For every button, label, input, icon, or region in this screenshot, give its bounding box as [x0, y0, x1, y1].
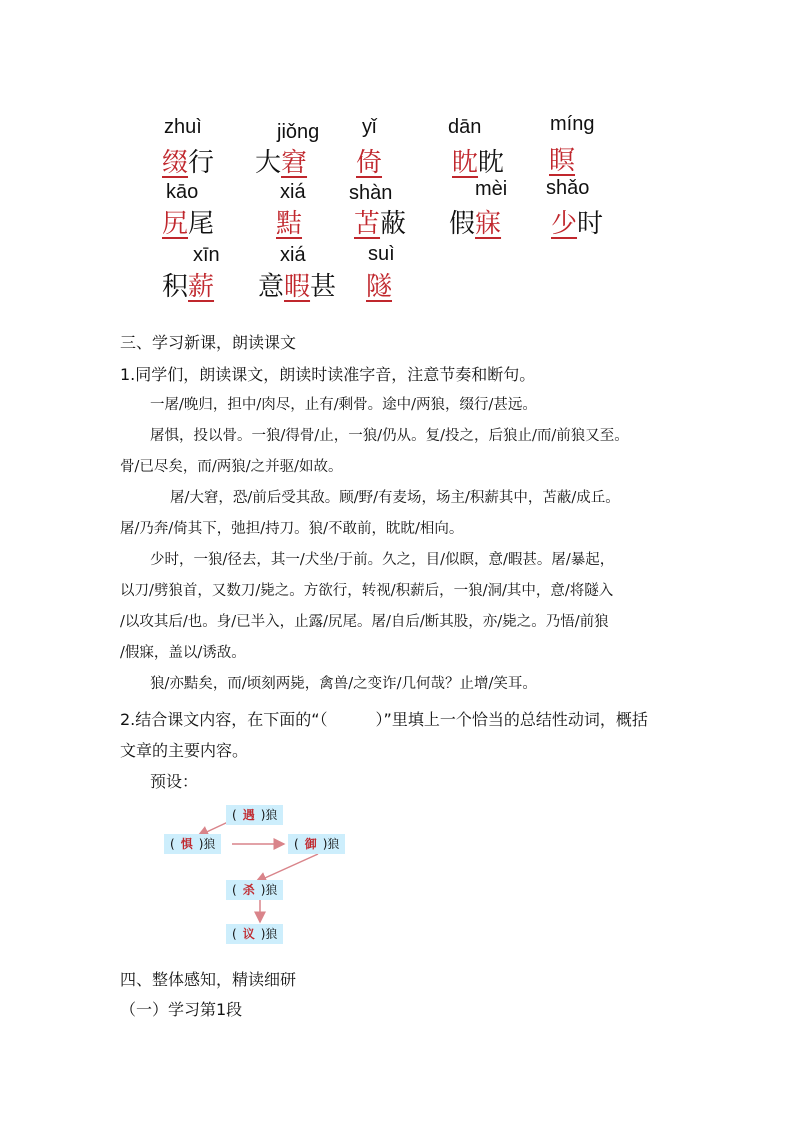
text-line: 一屠/晚归，担中/肉尽，止有/剩骨。途中/两狼，缀行/甚远。	[150, 397, 537, 413]
subsection-1-title: （一）学习第1段	[120, 1000, 243, 1019]
text-line: 以刀/劈狼首，又数刀/毙之。方欲行，转视/积薪后，一狼/洞/其中，意/将隧入	[120, 583, 614, 599]
arrow-resist-to-kill	[256, 854, 318, 882]
pinyin-4: dān	[448, 116, 482, 138]
word-13: 隧	[366, 272, 393, 302]
preset-label: 预设：	[150, 772, 199, 791]
text-line: 狼/亦黠矣，而/顷刻两毙，禽兽/之变诈/几何哉？止增/笑耳。	[150, 676, 537, 692]
section-3-title: 三、学习新课，朗读课文	[120, 333, 297, 352]
pinyin-13: suì	[368, 243, 395, 265]
node-resist: ( 御 )狼	[288, 834, 345, 854]
word-1: 缀行	[162, 148, 215, 178]
pinyin-6: kāo	[166, 181, 199, 203]
text-line: 屠/大窘，恐/前后受其敌。顾/野/有麦场，场主/积薪其中，苫蔽/成丘。	[170, 490, 620, 506]
word-10: 少时	[551, 209, 604, 239]
section-4-title: 四、整体感知，精读细研	[120, 970, 297, 989]
pinyin-12: xiá	[280, 244, 306, 266]
question-2-line-2: 文章的主要内容。	[120, 741, 249, 760]
pinyin-10: shǎo	[546, 177, 590, 199]
word-2: 大窘	[255, 148, 308, 178]
pinyin-9: mèi	[475, 178, 508, 200]
text-line: 屠惧，投以骨。一狼/得骨/止，一狼/仍从。复/投之，后狼止/而/前狼又至。	[150, 428, 629, 444]
pinyin-3: yǐ	[362, 116, 377, 138]
pinyin-2: jiǒng	[277, 121, 320, 143]
question-1: 1.同学们，朗读课文，朗读时读准字音，注意节奏和断句。	[120, 365, 536, 384]
text-line: /假寐，盖以/诱敌。	[120, 645, 246, 661]
word-4: 眈眈	[452, 148, 505, 178]
pinyin-1: zhuì	[164, 116, 202, 138]
word-6: 尻尾	[162, 209, 215, 239]
word-9: 假寐	[449, 209, 502, 239]
word-11: 积薪	[162, 272, 215, 302]
text-line: 屠/乃奔/倚其下，弛担/持刀。狼/不敢前，眈眈/相向。	[120, 521, 464, 537]
node-fear: ( 惧 )狼	[164, 834, 221, 854]
pinyin-8: shàn	[349, 182, 393, 204]
node-encounter: ( 遇 )狼	[226, 805, 283, 825]
pinyin-7: xiá	[280, 181, 306, 203]
reading-text	[120, 390, 680, 700]
text-line: 骨/已尽矣，而/两狼/之并驱/如故。	[120, 459, 343, 475]
node-kill: ( 杀 )狼	[226, 880, 283, 900]
pinyin-5: míng	[550, 113, 595, 135]
word-5: 瞑	[549, 146, 576, 176]
text-line: /以攻其后/也。身/已半入，止露/尻尾。屠/自后/断其股，亦/毙之。乃悟/前狼	[120, 614, 609, 630]
word-7: 黠	[276, 209, 303, 239]
pinyin-11: xīn	[193, 244, 220, 266]
question-2-line-1: 2.结合课文内容，在下面的“（ ）”里填上一个恰当的总结性动词，概括	[120, 710, 648, 729]
word-3: 倚	[356, 148, 383, 178]
node-discuss: ( 议 )狼	[226, 924, 283, 944]
summary-flow-diagram	[160, 800, 380, 950]
word-8: 苫蔽	[354, 209, 407, 239]
word-12: 意暇甚	[258, 272, 337, 302]
text-line: 少时，一狼/径去，其一/犬坐/于前。久之，目/似瞑，意/暇甚。屠/暴起，	[150, 552, 615, 568]
